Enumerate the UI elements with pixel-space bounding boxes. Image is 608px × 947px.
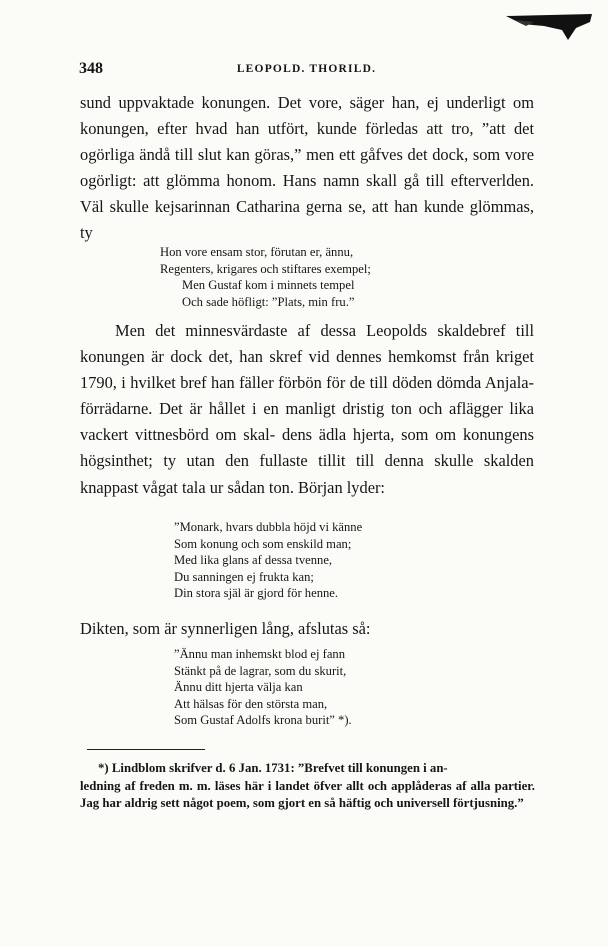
verse-line: Som Gustaf Adolfs krona burit” *).	[174, 713, 352, 728]
text-line: Men det minnesvärdaste af dessa Leopolds skaldebref	[115, 321, 506, 340]
text-line: det dock, som vore ogörligt: att glömma honom. Hans namn	[80, 145, 534, 191]
verse-line: Hon vore ensam stor, förutan er, ännu,	[160, 245, 354, 259]
paragraph-1	[80, 90, 534, 247]
paragraph-3	[80, 616, 534, 642]
verse-quote-1	[160, 244, 371, 310]
text-line: gerna se, att han kunde glömmas, ty	[80, 197, 535, 243]
footnote-line: häftig och universell förtjusning.”	[338, 796, 524, 811]
text-line: från kriget 1790, i hvilket bref han fäller förbön för de till	[80, 347, 534, 393]
text-line: fullaste tillit till denna skulle skalden knappast vågat tala	[80, 451, 534, 497]
ink-smudge-mark	[504, 10, 594, 44]
verse-quote-3	[174, 646, 352, 729]
paragraph-2	[80, 318, 534, 501]
page-number: 348	[79, 60, 103, 77]
verse-line: Stänkt på de lagrar, som du skurit,	[174, 663, 347, 678]
verse-line: Din stora själ är gjord för henne.	[174, 586, 339, 601]
text-line: ”att det ogörliga ändå till slut kan göras,” men ett gåfves	[80, 119, 534, 165]
verse-line: ”Ännu man inhemskt blod ej fann	[174, 647, 346, 661]
text-line: döden dömda Anjala-förrädarne. Det är hållet i en manligt	[80, 373, 534, 419]
footnote-divider	[87, 749, 205, 750]
verse-line: Ännu ditt hjerta välja kan	[174, 680, 303, 695]
footnote	[80, 760, 535, 813]
verse-line: Med lika glans af dessa tvenne,	[174, 553, 333, 568]
verse-line: Som konung och som enskild man;	[174, 536, 352, 551]
verse-line: Att hälsas för den största man,	[174, 696, 328, 711]
text-line: dens ädla hjerta, som om konungens högsinthet; ty utan den	[80, 425, 534, 471]
verse-line: Men Gustaf kom i minnets tempel	[182, 278, 355, 293]
text-line: om konungen, efter hvad han utfört, kunde förledas att tro,	[80, 93, 534, 139]
text-line: skall gå till efterverlden. Väl skulle kejsarinnan Catharina	[80, 171, 534, 217]
footnote-line: af alla partier. Jag har aldrig sett något poem, som gjort en så	[80, 778, 535, 811]
verse-line: Du sanningen ej frukta kan;	[174, 569, 314, 584]
paragraph-text: Dikten, som är synnerligen lång, afslutas så:	[80, 619, 371, 638]
text-line: dristig ton och aflägger lika vackert vittnesbörd om skal-	[80, 399, 534, 445]
verse-line: ”Monark, hvars dubbla höjd vi känne	[174, 520, 363, 534]
paragraph-text	[80, 318, 534, 501]
running-head: LEOPOLD. THORILD.	[236, 63, 377, 75]
verse-line: Och sade höfligt: ”Plats, min fru.”	[182, 294, 355, 309]
verse-line: Regenters, krigares och stiftares exempel;	[160, 261, 371, 276]
text-line: sund uppvaktade konungen. Det vore, säger han, ej underligt	[80, 93, 506, 112]
paragraph-text	[80, 90, 534, 247]
page-header	[79, 60, 534, 82]
text-line: till konungen är dock det, han skref vid dennes hemkomst	[80, 321, 534, 367]
text-line: ur sådan ton. Början lyder:	[209, 477, 385, 497]
footnote-line: ledning af freden m. m. läses här i landet öfver allt och applåderas	[80, 778, 452, 793]
footnote-line: *) Lindblom skrifver d. 6 Jan. 1731: ”Brefvet till konungen i an-	[98, 761, 448, 775]
verse-quote-2	[174, 519, 362, 602]
